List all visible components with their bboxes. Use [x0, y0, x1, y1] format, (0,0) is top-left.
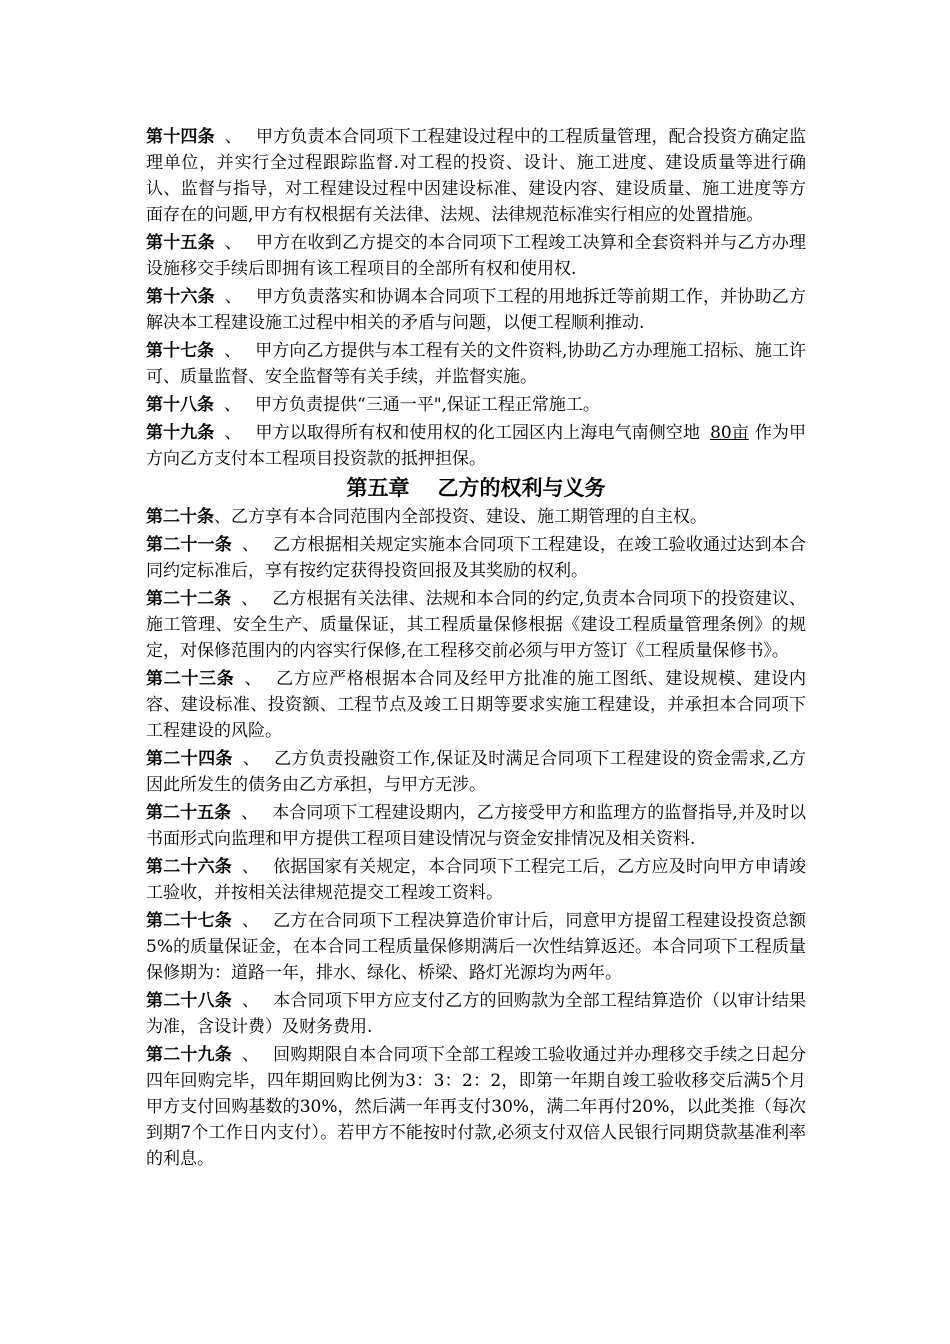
article-26 [146, 854, 806, 906]
article-21 [146, 532, 806, 584]
article-text: 甲方在收到乙方提交的本合同项下工程竣工决算和全套资料并与乙方办理设施移交手续后即拥有该工程项目的全部所有权和使用权. [146, 233, 807, 279]
article-label: 第十八条 [146, 395, 214, 415]
article-separator: 、 [242, 749, 260, 769]
article-text: 乙方根据相关规定实施本合同项下工程建设，在竣工验收通过达到本合同约定标准后，享有按约定获得投资回报及其奖励的权利。 [146, 535, 807, 581]
article-16 [146, 284, 806, 336]
article-18 [146, 392, 806, 418]
article-label: 第二十一条 [146, 535, 232, 555]
article-text: 乙方在合同项下工程决算造价审计后，同意甲方提留工程建设投资总额5%的质量保证金，在本合同工程质量保修期满后一次性结算返还。本合同项下工程质量保修期为：道路一年，排水、绿化、桥梁、路灯光源均为两年。 [146, 911, 807, 983]
article-24 [146, 746, 806, 798]
document-page [146, 124, 806, 1174]
article-25 [146, 800, 806, 852]
article-label: 第二十六条 [146, 857, 232, 877]
article-separator: 、 [244, 669, 262, 689]
article-label: 第十七条 [146, 341, 215, 361]
article-label: 第十九条 [146, 423, 215, 443]
article-separator: 、 [224, 127, 242, 147]
article-separator: 、 [224, 423, 242, 443]
article-separator: 、 [224, 287, 242, 307]
article-22 [146, 586, 806, 664]
article-separator: 、 [241, 1045, 259, 1065]
article-separator: 、 [241, 535, 259, 555]
article-label: 第十五条 [146, 233, 215, 253]
article-23 [146, 666, 806, 744]
article-text: 依据国家有关规定，本合同项下工程完工后，乙方应及时向甲方申请竣工验收，并按相关法律规范提交工程竣工资料。 [146, 857, 807, 903]
article-label: 第二十八条 [146, 991, 232, 1011]
article-20 [146, 504, 806, 530]
article-text: 甲方负责提供“三通一平",保证工程正常施工。 [255, 395, 600, 415]
article-text: 乙方根据有关法律、法规和本合同的约定,负责本合同项下的投资建议、施工管理、安全生产、质量保证，其工程质量保修根据《建设工程质量管理条例》的规定，对保修范围内的内容实行保修,在工程移交前必须与甲方签订《工程质量保修书》。 [146, 589, 806, 661]
collateral-area-value: 80亩 [710, 423, 749, 443]
article-label: 第二十三条 [146, 669, 235, 689]
article-label: 第二十二条 [146, 589, 232, 609]
article-15 [146, 230, 806, 282]
article-label: 第二十四条 [146, 749, 233, 769]
article-27 [146, 908, 806, 986]
article-label: 第十六条 [146, 287, 215, 307]
article-text: 甲方负责本合同项下工程建设过程中的工程质量管理，配合投资方确定监理单位，并实行全过程跟踪监督.对工程的投资、设计、施工进度、建设质量等进行确认、监督与指导，对工程建设过程中因建设标准、建设内容、建设质量、施工进度等方面存在的问题,甲方有权根据有关法律、法规、法律规范标准实行相应的处置措施。 [146, 127, 807, 225]
article-19 [146, 420, 806, 472]
article-separator: 、 [224, 233, 242, 253]
article-text: 甲方负责落实和协调本合同项下工程的用地拆迁等前期工作，并协助乙方解决本工程建设施工过程中相关的矛盾与问题，以便工程顺利推动. [146, 287, 807, 333]
article-14 [146, 124, 806, 228]
chapter-number: 第五章 [346, 476, 410, 500]
article-separator: 、 [241, 911, 259, 931]
article-29 [146, 1042, 806, 1172]
article-17 [146, 338, 806, 390]
article-label: 第十四条 [146, 127, 215, 147]
article-separator: 、 [241, 991, 259, 1011]
article-text: 本合同项下工程建设期内，乙方接受甲方和监理方的监督指导,并及时以书面形式向监理和甲方提供工程项目建设情况与资金安排情况及相关资料. [146, 803, 806, 849]
article-text: 乙方负责投融资工作,保证及时满足合同项下工程建设的资金需求,乙方因此所发生的债务由乙方承担，与甲方无涉。 [146, 749, 807, 795]
chapter-heading [146, 474, 806, 502]
article-separator: 、 [214, 507, 231, 527]
article-text: 乙方应严格根据本合同及经甲方批准的施工图纸、建设规模、建设内容、建设标准、投资额、工程节点及竣工日期等要求实施工程建设，并承担本合同项下工程建设的风险。 [146, 669, 807, 741]
article-text: 乙方享有本合同范围内全部投资、建设、施工期管理的自主权。 [231, 507, 707, 527]
article-28 [146, 988, 806, 1040]
article-separator: 、 [224, 395, 241, 415]
chapter-title: 乙方的权利与义务 [437, 476, 606, 500]
article-label: 第二十七条 [146, 911, 232, 931]
article-separator: 、 [241, 803, 259, 823]
article-label: 第二十九条 [146, 1045, 232, 1065]
article-text: 甲方向乙方提供与本工程有关的文件资料,协助乙方办理施工招标、施工许可、质量监督、安全监督等有关手续，并监督实施。 [146, 341, 807, 387]
article-text: 甲方以取得所有权和使用权的化工园区内上海电气南侧空地 [255, 423, 701, 443]
article-separator: 、 [241, 589, 259, 609]
article-label: 第二十条 [146, 507, 214, 527]
article-separator: 、 [241, 857, 259, 877]
article-text: 作为甲方向乙方支付本工程项目投资款的抵押担保。 [146, 423, 807, 469]
article-separator: 、 [224, 341, 242, 361]
article-text: 本合同项下甲方应支付乙方的回购款为全部工程结算造价（以审计结果为准，含设计费）及财务费用. [146, 991, 807, 1037]
article-label: 第二十五条 [146, 803, 232, 823]
article-text: 回购期限自本合同项下全部工程竣工验收通过并办理移交手续之日起分四年回购完毕，四年期回购比例为3：3：2：2，即第一年期自竣工验收移交后满5个月甲方支付回购基数的30%，然后满一年再支付30%，满二年再付20%，以此类推（每次到期7个工作日内支付）。若甲方不能按时付款,必须支付双倍人民银行同期贷款基准利率的利息。 [146, 1045, 807, 1169]
